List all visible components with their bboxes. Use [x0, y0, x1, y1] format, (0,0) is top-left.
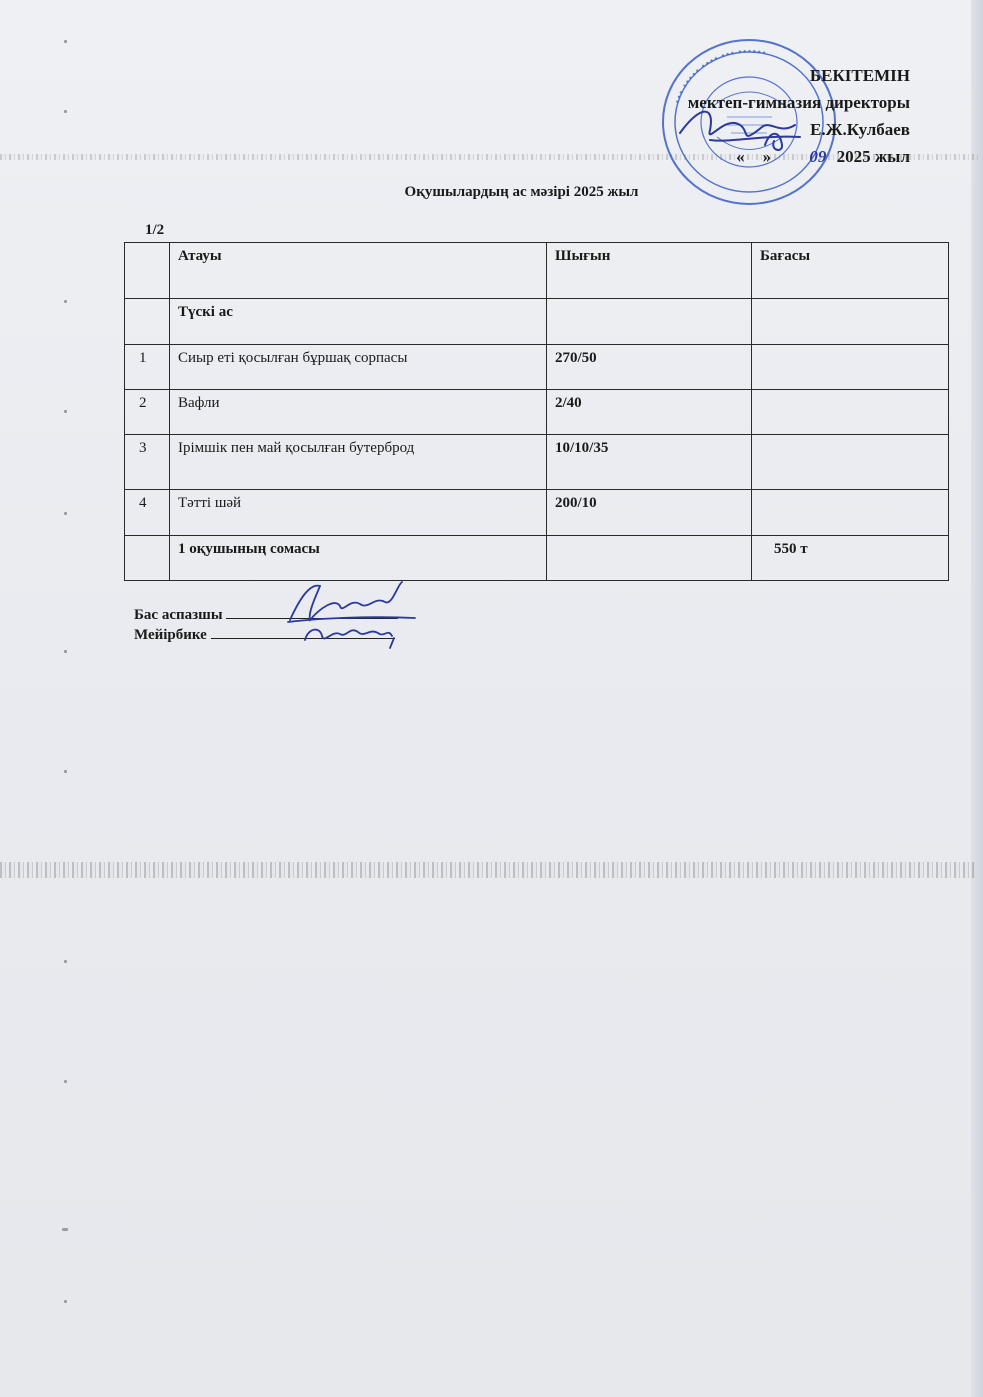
- total-row: [125, 536, 949, 581]
- row-name: Тәтті шәй: [170, 490, 547, 536]
- approval-position: мектеп-гимназия директоры: [687, 93, 910, 112]
- row-output: 200/10: [547, 490, 752, 536]
- section-output-cell: [547, 299, 752, 345]
- chef-label: Бас аспазшы: [134, 607, 223, 623]
- approval-director-name: Е.Ж.Кулбаев: [810, 120, 910, 139]
- row-name: Сиыр еті қосылған бұршақ сорпасы: [170, 345, 547, 390]
- table-row: [125, 390, 949, 435]
- row-num: 3: [125, 435, 170, 490]
- total-num-cell: [125, 536, 170, 581]
- left-edge-speck: [62, 1228, 68, 1231]
- section-price-cell: [752, 299, 949, 345]
- approval-heading: БЕКІТЕМІН: [809, 66, 910, 85]
- header-name-cell: Атауы: [170, 243, 547, 299]
- date-close-quote: »: [762, 147, 772, 166]
- handwritten-signatures: [280, 578, 420, 658]
- date-month: 09: [809, 147, 827, 166]
- left-edge-speck: [64, 300, 67, 303]
- row-num: 1: [125, 345, 170, 390]
- date-open-quote: «: [736, 147, 745, 166]
- table-header-row: [125, 243, 949, 299]
- table-row: [125, 490, 949, 536]
- row-price: [752, 390, 949, 435]
- left-edge-speck: [64, 770, 67, 773]
- left-edge-speck: [64, 1300, 67, 1303]
- row-num: 2: [125, 390, 170, 435]
- table-row: [125, 345, 949, 390]
- row-price: [752, 435, 949, 490]
- total-label: 1 оқушының сомасы: [170, 536, 547, 581]
- total-value: 550 т: [752, 536, 949, 581]
- paper-edge: [971, 0, 983, 1397]
- header-price-cell: Бағасы: [752, 243, 949, 299]
- row-name: Вафли: [170, 390, 547, 435]
- left-edge-speck: [64, 110, 67, 113]
- date-year: 2025 жыл: [836, 147, 910, 166]
- section-num-cell: [125, 299, 170, 345]
- row-output: 270/50: [547, 345, 752, 390]
- document-title: Оқушылардың ас мәзірі 2025 жыл: [404, 184, 639, 200]
- nurse-label: Мейірбике: [134, 627, 207, 643]
- header-num-cell: [125, 243, 170, 299]
- left-edge-speck: [64, 960, 67, 963]
- svg-text:••• ••••• •••• ••• ••••••: ••• ••••• •••• ••• ••••••: [672, 46, 768, 106]
- total-output-cell: [547, 536, 752, 581]
- scan-fold-line: [0, 862, 975, 878]
- row-name: Ірімшік пен май қосылған бутерброд: [170, 435, 547, 490]
- approval-date: [688, 143, 910, 170]
- row-num: 4: [125, 490, 170, 536]
- left-edge-speck: [64, 512, 67, 515]
- approval-block: [688, 62, 910, 170]
- table-row: [125, 435, 949, 490]
- header-output-cell: Шығын: [547, 243, 752, 299]
- left-edge-speck: [64, 1080, 67, 1083]
- row-output: 2/40: [547, 390, 752, 435]
- row-price: [752, 345, 949, 390]
- menu-table: [124, 242, 949, 581]
- row-output: 10/10/35: [547, 435, 752, 490]
- page-number: 1/2: [145, 222, 165, 238]
- row-price: [752, 490, 949, 536]
- section-label: Түскі ас: [170, 299, 547, 345]
- section-row: [125, 299, 949, 345]
- left-edge-speck: [64, 40, 67, 43]
- left-edge-speck: [64, 650, 67, 653]
- left-edge-speck: [64, 410, 67, 413]
